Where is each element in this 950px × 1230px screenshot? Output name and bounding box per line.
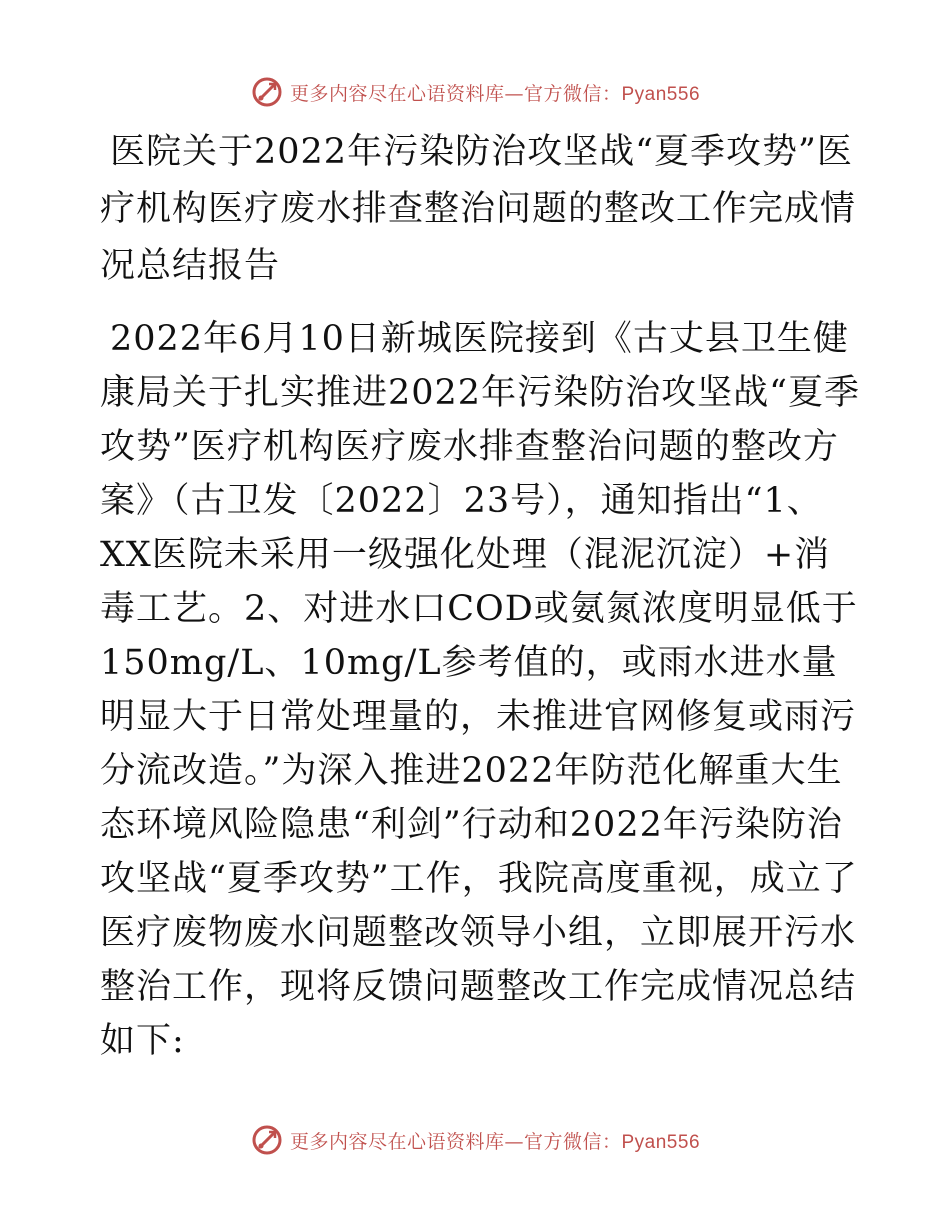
- watermark-wechat-id: Pyan556: [621, 83, 701, 105]
- document-title: 医院关于2022年污染防治攻坚战“夏季攻势”医疗机构医疗废水排查整治问题的整改工作完成情况总结报告: [100, 132, 857, 286]
- watermark-wechat-id: Pyan556: [621, 1131, 701, 1153]
- body-paragraph: 2022年6月10日新城医院接到《古丈县卫生健康局关于扎实推进2022年污染防治攻坚战“夏季攻势”医疗机构医疗废水排查整治问题的整改方案》（古卫发〔2022〕23号），通知指出“1、XX医院未采用一级强化处理（混泥沉淀）+消毒工艺。2、对进水口COD或氨氮浓度明显低于150mg/L、10mg/L参考值的，或雨水进水量明显大于日常处理量的，未推进官网修复或雨污分流改造。”为深入推进2022年防范化解重大生态环境风险隐患“利剑”行动和2022年污染防治攻坚战“夏季攻势”工作，我院高度重视，成立了医疗废物废水问题整改领导小组，立即展开污水整治工作，现将反馈问题整改工作完成情况总结如下:: [100, 319, 860, 1061]
- brand-logo-icon: [250, 1123, 284, 1157]
- brand-logo-icon: [250, 75, 284, 109]
- header-watermark: [0, 72, 950, 112]
- watermark-text: 更多内容尽在心语资料库—官方微信：Pyan556: [289, 1130, 701, 1153]
- footer-watermark: [0, 1120, 950, 1160]
- watermark-text: 更多内容尽在心语资料库—官方微信：Pyan556: [289, 82, 701, 105]
